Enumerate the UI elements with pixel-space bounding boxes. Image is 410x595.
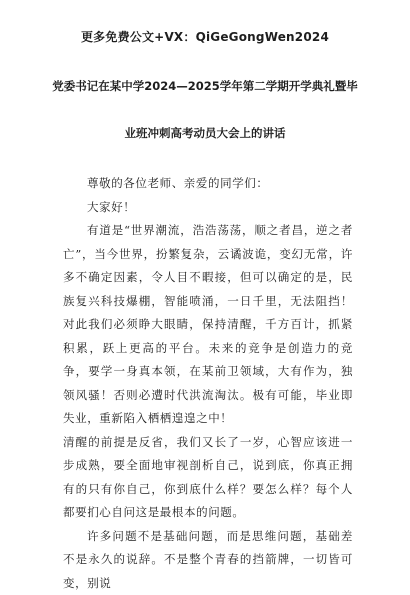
body-paragraph-3: 许多问题不是基础问题，而是思维问题，基础差不是永久的说辞。不是整个青春的挡箭牌，一切皆可变，别说 (63, 525, 353, 595)
document-body (63, 172, 353, 595)
salutation: 尊敬的各位老师、亲爱的同学们： (63, 172, 353, 196)
body-paragraph-1: 有道是“世界潮流，浩浩荡荡，顺之者昌，逆之者亡”，当今世界，扮繁复杂，云谲波诡，变幻无常，许多不确定因素，令人目不暇接，但可以确定的是，民族复兴科技爆棚，智能喷涌，一日千里，无法阻挡！对此我们必须睁大眼睛，保持清醒，千方百计，抓紧积累，跃上更高的平台。未来的竞争是创造力的竞争，要学一身真本领，在某前卫领域，大有作为，独领风骚！否则必遭时代洪流淘汰。极有可能，毕业即失业，重新陷入栖栖遑遑之中！ (63, 219, 353, 431)
promo-header: 更多免费公文+VX：QiGeGongWen2024 (0, 28, 410, 45)
document-title-line-1: 党委书记在某中学2024—2025学年第二学期开学典礼暨毕 (0, 78, 410, 94)
greeting: 大家好！ (63, 196, 353, 220)
document-title-line-2: 业班冲刺高考动员大会上的讲话 (0, 125, 410, 141)
body-paragraph-2: 清醒的前提是反省，我们又长了一岁，心智应该进一步成熟，要全面地审视剖析自己，说到底，你真正拥有的只有你自己，你到底什么样？要怎么样？每个人都要扪心自问这是最根本的问题。 (63, 431, 353, 525)
